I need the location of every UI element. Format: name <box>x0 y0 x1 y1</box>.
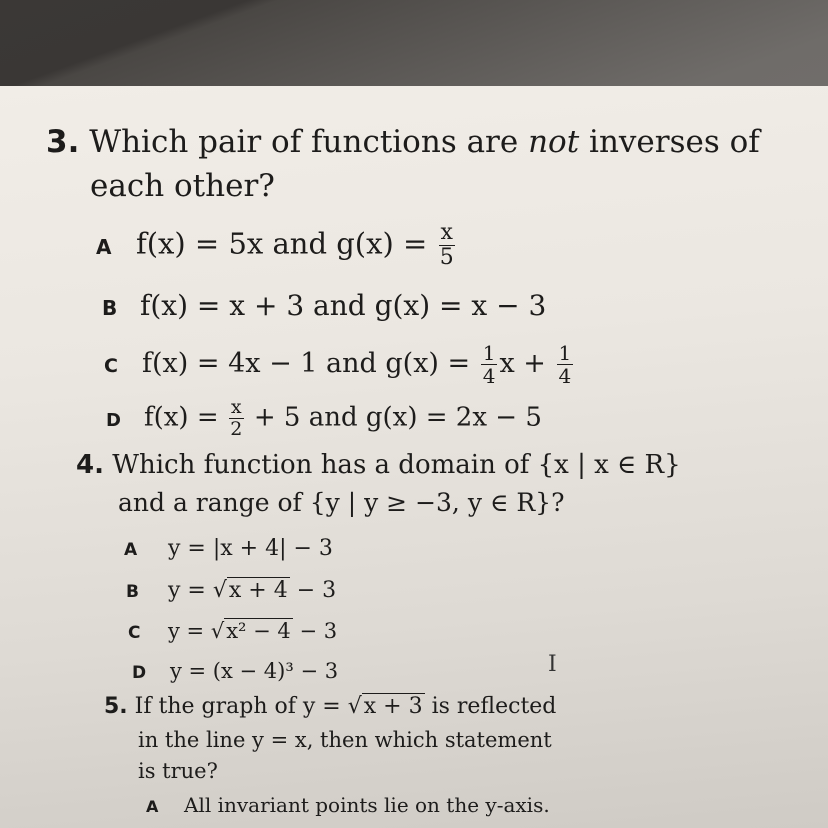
question-number: 5. <box>104 694 128 719</box>
option-a: A y = |x + 4| − 3 <box>124 536 333 561</box>
text-cursor-icon: I <box>548 652 557 677</box>
option-c: C y = √x² − 4 − 3 <box>128 619 338 643</box>
question-stem-continued: is true? <box>138 759 218 783</box>
question-number: 4. <box>76 450 104 480</box>
option-d: D f(x) = $\frac{x}{2}$ + 5 and g(x) = 2x − 5 <box>106 396 542 440</box>
question-stem: Which function has a domain of {x | x ∈ R} <box>112 450 681 480</box>
question-stem-continued: each other? <box>90 168 275 204</box>
question-stem: If the graph of y = √x + 3 is reflected <box>134 694 557 719</box>
option-a: A f(x) = 5x and g(x) = $\frac{x}{5}$ <box>96 220 454 270</box>
option-c: C f(x) = 4x − 1 and g(x) = $\frac{1}{4}$ x + $\frac{1}{4}$ <box>104 341 572 388</box>
question-stem: Which pair of functions are not inverses of <box>89 124 760 160</box>
option-a: A All invariant points lie on the y-axis. <box>146 793 550 817</box>
question-stem-continued: and a range of {y | y ≥ −3, y ∈ R}? <box>118 488 565 517</box>
option-b: B f(x) = x + 3 and g(x) = x − 3 <box>102 289 547 322</box>
question-stem-continued: in the line y = x, then which statement <box>138 728 552 752</box>
option-d: D y = (x − 4)³ − 3 <box>132 659 339 683</box>
question-number: 3. <box>46 124 80 160</box>
option-b: B y = √x + 4 − 3 <box>126 578 337 603</box>
